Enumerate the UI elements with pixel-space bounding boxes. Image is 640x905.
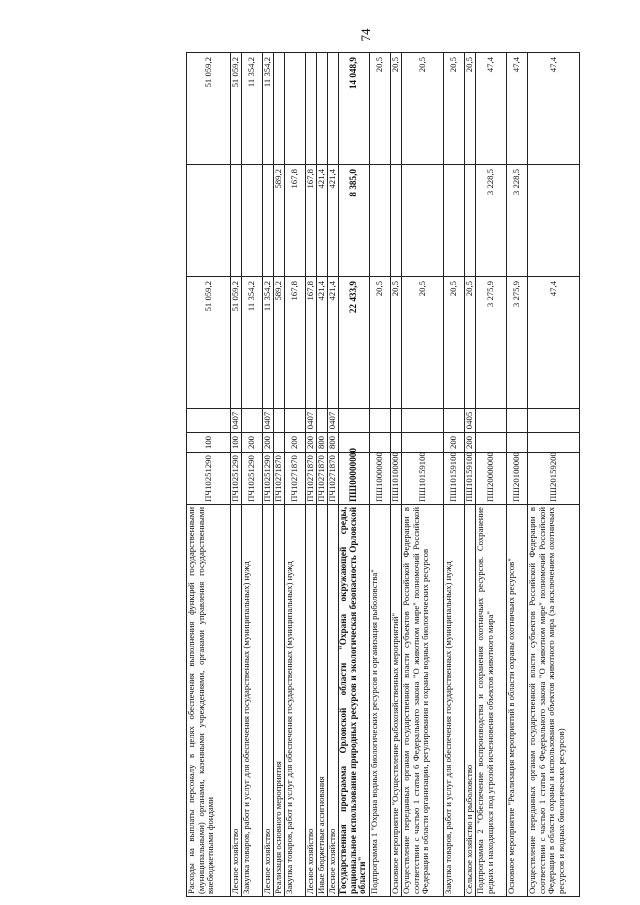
row-code-cell: ПЧ10271870: [285, 453, 306, 505]
row-regional-cell: 47,4: [528, 53, 580, 165]
table-row: [187, 53, 231, 897]
row-total-cell: 167,8: [285, 277, 306, 409]
row-expense-kind-cell: 200: [306, 433, 317, 453]
row-regional-cell: 11 354,2: [242, 53, 263, 165]
table-row: [242, 53, 263, 897]
row-regional-cell: 20,5: [444, 53, 465, 165]
row-name-cell: Иные бюджетные ассигнования: [317, 505, 328, 897]
row-expense-kind-cell: [476, 433, 507, 453]
row-total-cell: 20,5: [370, 277, 391, 409]
row-total-cell: 51 059,2: [187, 277, 231, 409]
row-section-cell: 0405: [465, 409, 476, 433]
row-expense-kind-cell: 100: [231, 433, 242, 453]
row-code-cell: ПЧ10251290: [187, 453, 231, 505]
table-row: [507, 53, 528, 897]
row-total-cell: 3 275,9: [507, 277, 528, 409]
table-row: [465, 53, 476, 897]
row-regional-cell: [274, 53, 285, 165]
row-total-cell: 20,5: [465, 277, 476, 409]
row-federal-cell: [391, 165, 402, 277]
row-section-cell: [339, 409, 370, 433]
row-name-cell: Подпрограмма 2 "Обеспечение воспроизводства и сохранения охотничьих ресурсов. Сохранение редких и находящихся под угрозой исчезновения объектов животного мира": [476, 505, 507, 897]
row-section-cell: [187, 409, 231, 433]
row-federal-cell: 421,4: [328, 165, 339, 277]
row-federal-cell: [402, 165, 444, 277]
row-regional-cell: 51 059,2: [187, 53, 231, 165]
row-name-cell: Лесное хозяйство: [231, 505, 242, 897]
table-row: [231, 53, 242, 897]
row-section-cell: [391, 409, 402, 433]
row-code-cell: ПЧ10271870: [328, 453, 339, 505]
row-name-cell: Подпрограмма 1 "Охрана водных биологических ресурсов и организация рыболовства": [370, 505, 391, 897]
row-name-cell: Закупка товаров, работ и услуг для обеспечения государственных (муниципальных) нужд: [285, 505, 306, 897]
row-federal-cell: 3 228,5: [507, 165, 528, 277]
row-expense-kind-cell: [274, 433, 285, 453]
row-expense-kind-cell: 200: [242, 433, 263, 453]
row-section-cell: 0407: [306, 409, 317, 433]
row-expense-kind-cell: 100: [187, 433, 231, 453]
table-row: [306, 53, 317, 897]
row-federal-cell: 421,4: [317, 165, 328, 277]
row-total-cell: 421,4: [328, 277, 339, 409]
budget-table: [186, 52, 580, 897]
row-federal-cell: [187, 165, 231, 277]
row-federal-cell: [231, 165, 242, 277]
row-section-cell: [285, 409, 306, 433]
row-code-cell: ПЧ10251290: [263, 453, 274, 505]
row-code-cell: ПШ20159200: [528, 453, 580, 505]
row-section-cell: [444, 409, 465, 433]
row-total-cell: 20,5: [391, 277, 402, 409]
row-total-cell: 11 354,2: [263, 277, 274, 409]
table-row: [328, 53, 339, 897]
row-section-cell: [507, 409, 528, 433]
row-total-cell: 20,5: [444, 277, 465, 409]
row-name-cell: Государственная программа Орловской области "Охрана окружающей среды, рациональное использование природных ресурсов и экологическая безопасность Орловской области": [339, 505, 370, 897]
row-total-cell: 51 059,2: [231, 277, 242, 409]
row-federal-cell: 167,8: [285, 165, 306, 277]
row-section-cell: [274, 409, 285, 433]
row-expense-kind-cell: 200: [444, 433, 465, 453]
row-regional-cell: 47,4: [476, 53, 507, 165]
row-code-cell: ПЧ10271870: [306, 453, 317, 505]
row-name-cell: Осуществление переданных органам государственной власти субъектов Российской Федерации в соответствии с частью 1 статьи 6 Федерального закона "О животном мире" полномочий Российской Федерации в области организации, регулирования и охраны водных биологических ресурсов: [402, 505, 444, 897]
row-total-cell: 589,2: [274, 277, 285, 409]
row-code-cell: ПЧ10271870: [274, 453, 285, 505]
row-name-cell: Расходы на выплаты персоналу в целях обеспечения выполнения функций государственными (муниципальными) органами, казенными учреждениями, органами управления государственными внебюджетными фондами: [187, 505, 231, 897]
row-regional-cell: 20,5: [391, 53, 402, 165]
row-section-cell: [317, 409, 328, 433]
row-name-cell: Основное мероприятие "Осуществление рыбохозяйственных мероприятий": [391, 505, 402, 897]
row-expense-kind-cell: [507, 433, 528, 453]
row-regional-cell: [285, 53, 306, 165]
row-name-cell: Закупка товаров, работ и услуг для обеспечения государственных (муниципальных) нужд: [242, 505, 263, 897]
table-row: [263, 53, 274, 897]
row-code-cell: ПШ00000000: [339, 453, 370, 505]
table-row: [391, 53, 402, 897]
row-total-cell: 167,8: [306, 277, 317, 409]
row-regional-cell: 20,5: [465, 53, 476, 165]
table-row: [274, 53, 285, 897]
row-expense-kind-cell: 200: [465, 433, 476, 453]
table-row: [339, 53, 370, 897]
row-code-cell: ПЧ10251290: [242, 453, 263, 505]
row-regional-cell: 20,5: [370, 53, 391, 165]
row-regional-cell: 11 354,2: [263, 53, 274, 165]
row-federal-cell: [263, 165, 274, 277]
row-regional-cell: 47,4: [507, 53, 528, 165]
row-name-cell: Реализация основного мероприятия: [274, 505, 285, 897]
row-federal-cell: 589,2: [274, 165, 285, 277]
row-regional-cell: 20,5: [402, 53, 444, 165]
row-expense-kind-cell: 800: [317, 433, 328, 453]
row-total-cell: 421,4: [317, 277, 328, 409]
row-total-cell: 20,5: [402, 277, 444, 409]
row-regional-cell: 14 048,9: [339, 53, 370, 165]
row-section-cell: [476, 409, 507, 433]
row-expense-kind-cell: [391, 433, 402, 453]
row-name-cell: Лесное хозяйство: [263, 505, 274, 897]
row-expense-kind-cell: [402, 433, 444, 453]
row-regional-cell: 51 059,2: [231, 53, 242, 165]
row-section-cell: [242, 409, 263, 433]
row-name-cell: Закупка товаров, работ и услуг для обеспечения государственных (муниципальных) нужд: [444, 505, 465, 897]
table-body: [187, 53, 580, 897]
row-name-cell: Лесное хозяйство: [306, 505, 317, 897]
row-section-cell: [370, 409, 391, 433]
row-name-cell: Сельское хозяйство и рыболовство: [465, 505, 476, 897]
page-number: 74: [358, 28, 373, 42]
row-total-cell: 22 433,9: [339, 277, 370, 409]
row-total-cell: 47,4: [528, 277, 580, 409]
table-row: [285, 53, 306, 897]
row-federal-cell: [242, 165, 263, 277]
row-federal-cell: 167,8: [306, 165, 317, 277]
row-total-cell: 11 354,2: [242, 277, 263, 409]
table-row: [402, 53, 444, 897]
table-row: [528, 53, 580, 897]
row-regional-cell: [306, 53, 317, 165]
row-federal-cell: [444, 165, 465, 277]
table-row: [370, 53, 391, 897]
row-federal-cell: 8 385,0: [339, 165, 370, 277]
row-code-cell: ПШ10159100: [402, 453, 444, 505]
row-name-cell: Лесное хозяйство: [328, 505, 339, 897]
table-row: [444, 53, 465, 897]
row-section-cell: 0407: [231, 409, 242, 433]
row-name-cell: Осуществление переданных органам государственной власти субъектов Российской Федерации в соответствии с частью 1 статьи 6 Федерального закона "О животном мире" полномочий Российской Федерации в области охраны и использования объектов животного мира (за исключением охотничьих ресурсов и водных биологических ресурсов): [528, 505, 580, 897]
table-row: [476, 53, 507, 897]
row-expense-kind-cell: 200: [285, 433, 306, 453]
row-expense-kind-cell: [528, 433, 580, 453]
row-name-cell: Основное мероприятие "Реализация мероприятий в области охраны охотничьих ресурсов": [507, 505, 528, 897]
row-code-cell: ПШ20000000: [476, 453, 507, 505]
row-code-cell: ПШ10000000: [370, 453, 391, 505]
row-expense-kind-cell: 200: [263, 433, 274, 453]
row-section-cell: 0407: [263, 409, 274, 433]
row-section-cell: [528, 409, 580, 433]
row-regional-cell: [317, 53, 328, 165]
row-expense-kind-cell: [370, 433, 391, 453]
row-expense-kind-cell: 800: [328, 433, 339, 453]
row-code-cell: ПШ10159100: [444, 453, 465, 505]
row-federal-cell: [370, 165, 391, 277]
row-federal-cell: 3 228,5: [476, 165, 507, 277]
row-federal-cell: [528, 165, 580, 277]
row-section-cell: 0407: [328, 409, 339, 433]
row-section-cell: [402, 409, 444, 433]
row-code-cell: ПЧ10251290: [231, 453, 242, 505]
row-code-cell: ПЧ10271870: [317, 453, 328, 505]
row-code-cell: ПШ10159100: [465, 453, 476, 505]
table-row: [317, 53, 328, 897]
row-code-cell: ПШ10100000: [391, 453, 402, 505]
row-federal-cell: [465, 165, 476, 277]
row-regional-cell: [328, 53, 339, 165]
row-code-cell: ПШ20100000: [507, 453, 528, 505]
row-total-cell: 3 275,9: [476, 277, 507, 409]
